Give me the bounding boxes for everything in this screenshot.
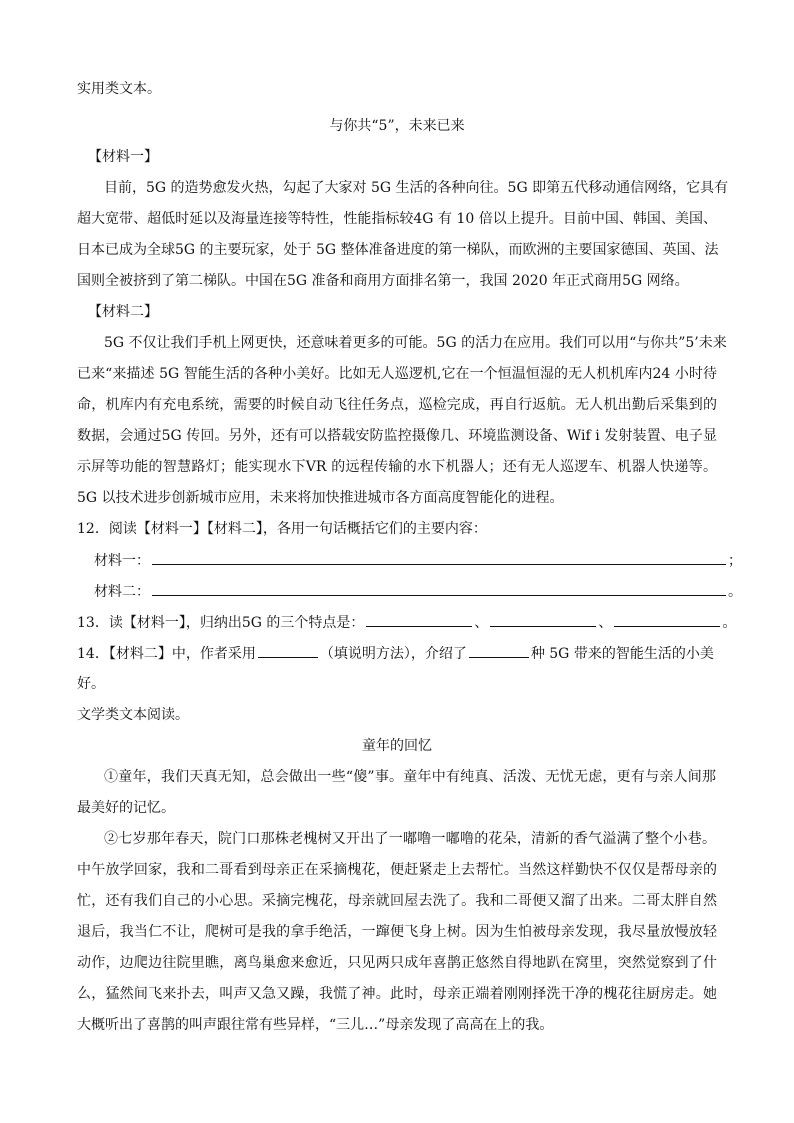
q14-answer-blank[interactable] <box>469 643 529 658</box>
q13-separator: 、 <box>598 615 613 631</box>
section-heading-literary: 文学类文本阅读。 <box>77 707 189 723</box>
material-one-line: 国则全被挤到了第二梯队。中国在5G 准备和商用方面排名第一，我国 2020 年正式商用5G 网络。 <box>77 273 689 289</box>
material-two-line: 示屏等功能的智慧路灯；能实现水下VR 的远程传输的水下机器人；还有无人巡逻车、机器人快递等。 <box>77 459 717 475</box>
article-title-5g: 与你共“5”，未来已来 <box>329 118 465 134</box>
paragraph-line: 最美好的记忆。 <box>77 800 175 816</box>
material-one-line: 目前，5G 的造势愈发火热，勾起了大家对 5G 生活的各种向往。5G 即第五代移动通信网络，它具有 <box>104 180 729 196</box>
q13-answer-blank[interactable] <box>614 612 720 627</box>
question-14 <box>77 643 714 664</box>
paragraph-line: 动作，边爬边往院里瞧，离鸟巢愈来愈近，只见两只成年喜鹊正悠然自得地趴在窝里，突然觉察到了什 <box>77 955 717 971</box>
question-13 <box>77 612 736 633</box>
material-two-line: 5G 不仅让我们手机上网更快，还意味着更多的可能。5G 的活力在应用。我们可以用“与你共”5’未来 <box>104 335 727 351</box>
q13-separator: 、 <box>474 615 489 631</box>
paragraph-line: ②七岁那年春天，院门口那株老槐树又开出了一嘟噜一嘟噜的花朵，清新的香气溢满了整个小巷。 <box>104 831 716 847</box>
section-heading-practical: 实用类文本。 <box>77 81 161 97</box>
question-12: 12．阅读【材料一】【材料二】，各用一句话概括它们的主要内容： <box>77 521 487 537</box>
q13-prompt: 13．读【材料一】，归纳出5G 的三个特点是： <box>77 615 365 631</box>
q12-answer-end: 。 <box>728 584 742 600</box>
paragraph-line: 中午放学回家，我和二哥看到母亲正在采摘槐花，便赶紧走上去帮忙。当然这样勤快不仅仅是帮母亲的 <box>77 862 717 878</box>
paragraph-line: 忙，还有我们自己的小心思。采摘完槐花，母亲就回屋去洗了。我和二哥便又溜了出来。二哥太胖自然 <box>77 893 717 909</box>
q13-answer-blank[interactable] <box>490 612 596 627</box>
q14-text: 14．【材料二】中，作者采用 <box>77 646 256 662</box>
q12-answer-blank[interactable] <box>152 581 726 596</box>
paragraph-line: 么，猛然间飞来扑去，叫声又急又躁，我慌了神。此时，母亲正端着刚刚择洗干净的槐花往厨房走。她 <box>77 986 717 1002</box>
q12-answer-row-2 <box>94 581 742 602</box>
q13-end: 。 <box>722 615 737 631</box>
paragraph-line: ①童年，我们天真无知，总会做出一些“傻”事。童年中有纯真、活泼、无忧无虑，更有与亲人间那 <box>104 769 716 785</box>
q14-text: （填说明方法），介绍了 <box>319 646 467 662</box>
material-one-line: 超大宽带、超低时延以及海量连接等特性，性能指标较4G 有 10 倍以上提升。目前中国、韩国、美国、 <box>77 211 717 227</box>
q12-answer-blank[interactable] <box>152 550 726 565</box>
q13-answer-blank[interactable] <box>366 612 472 627</box>
material-two-label: 【材料二】 <box>88 304 158 320</box>
q12-answer-end: ； <box>728 553 742 569</box>
q12-answer-label: 材料一： <box>94 553 150 569</box>
paragraph-line: 大概听出了喜鹊的叫声跟往常有些异样，“三儿…”母亲发现了高高在上的我。 <box>77 1017 554 1033</box>
material-two-line: 已来“来描述 5G 智能生活的各种小美好。比如无人巡逻机,它在一个恒温恒湿的无人机机库内24 小时待 <box>77 366 717 382</box>
q12-answer-label: 材料二： <box>94 584 150 600</box>
question-14-continued: 好。 <box>77 676 105 692</box>
q12-answer-row-1 <box>94 550 742 571</box>
material-two-line: 数据，会通过5G 传回。另外，还有可以搭载安防监控摄像几、环境监测设备、Wif i 发射装置、电子显 <box>77 428 717 444</box>
material-one-line: 日本已成为全球5G 的主要玩家，处于 5G 整体准备进度的第一梯队，而欧洲的主要国家德国、英国、法 <box>77 242 719 258</box>
q14-text: 种 5G 带来的智能生活的小美 <box>530 646 714 662</box>
material-one-label: 【材料一】 <box>88 149 158 165</box>
material-two-line: 5G 以技术进步创新城市应用，未来将加快推进城市各方面高度智能化的进程。 <box>77 490 564 506</box>
q14-answer-blank[interactable] <box>258 643 318 658</box>
article-title-childhood: 童年的回忆 <box>362 738 432 754</box>
paragraph-line: 退后，我当仁不让，爬树可是我的拿手绝活，一蹿便飞身上树。因为生怕被母亲发现，我尽量放慢放轻 <box>77 924 717 940</box>
material-two-line: 命，机库内有充电系统，需要的时候自动飞往任务点，巡检完成，再自行返航。无人机出勤后采集到的 <box>77 397 717 413</box>
